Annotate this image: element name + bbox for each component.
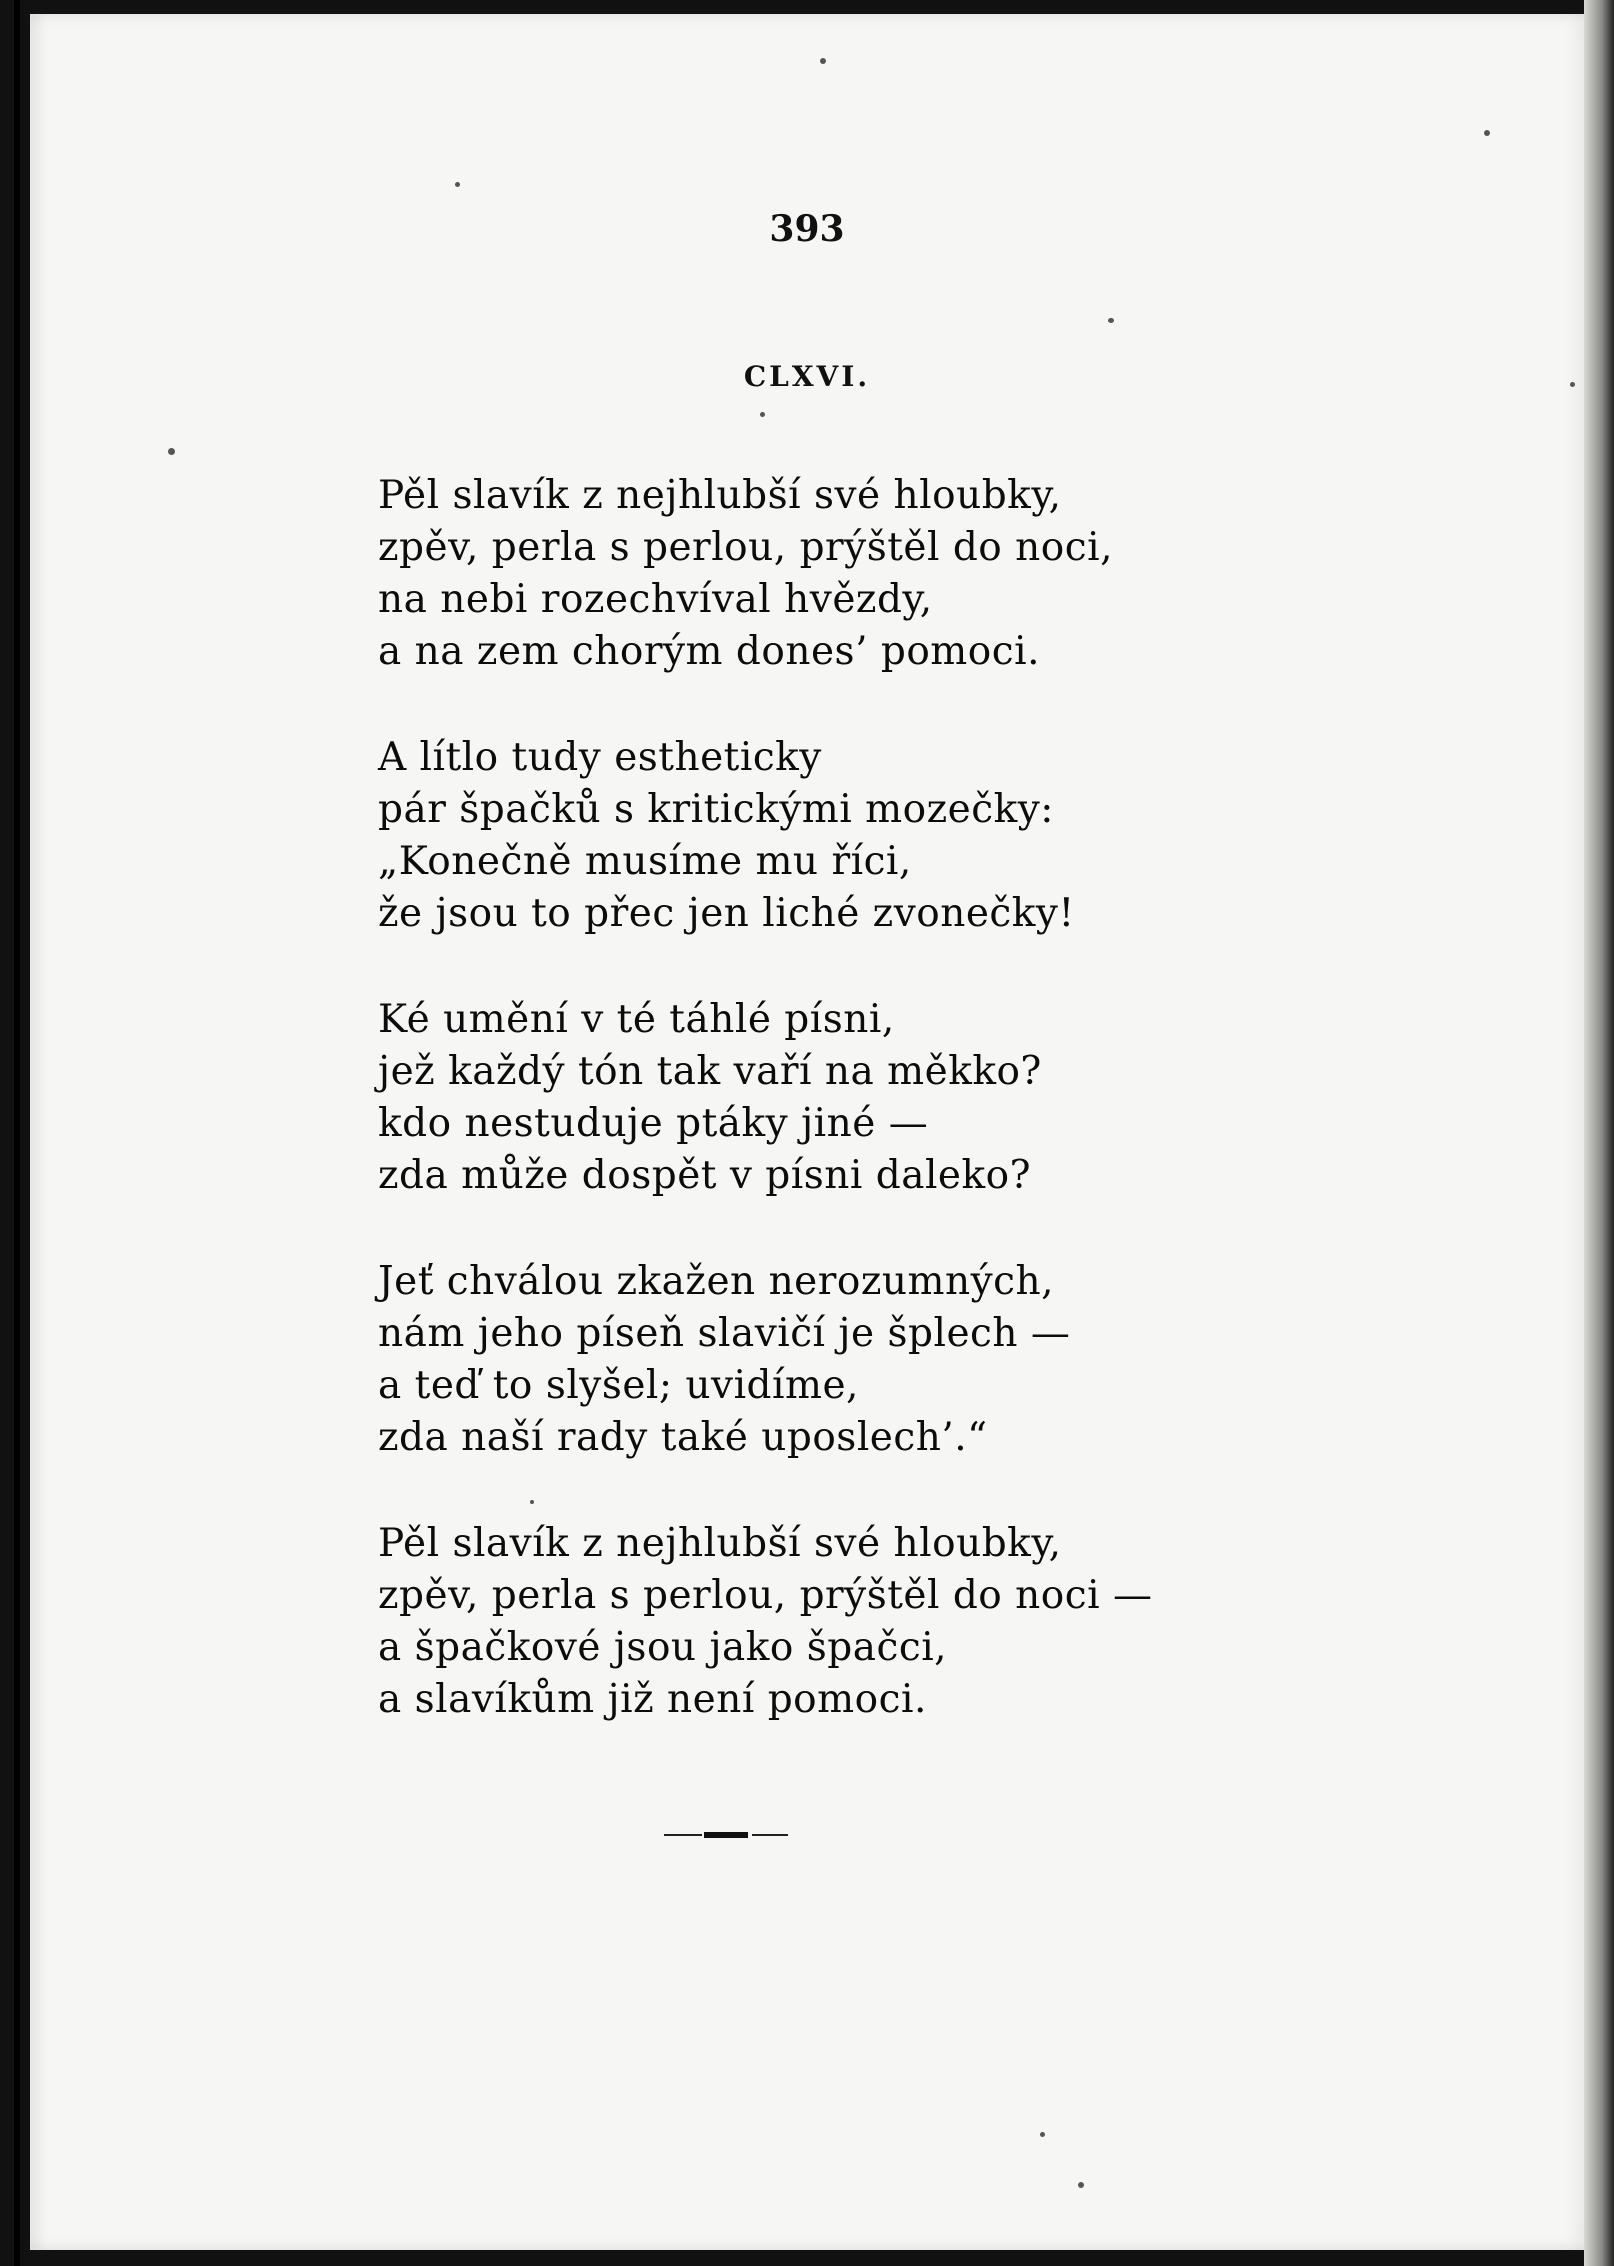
poem-line: zpěv, perla s perlou, prýštěl do noci,: [378, 525, 1113, 570]
scan-speck: [1078, 2182, 1084, 2188]
poem-line: a špačkové jsou jako špačci,: [378, 1625, 948, 1670]
poem-line: Jeť chválou zkažen nerozumných,: [378, 1259, 1055, 1304]
scan-speck: [1040, 2132, 1045, 2137]
stanza-2: [378, 732, 1378, 940]
stanza-1: [378, 470, 1378, 678]
poem-line: Ké umění v té táhlé písni,: [378, 997, 895, 1042]
page-edge-shadow: [1584, 0, 1614, 2266]
poem-body: [378, 470, 1378, 1780]
poem-line: Pěl slavík z nejhlubší své hloubky,: [378, 1521, 1062, 1566]
section-heading: CLXVI.: [743, 360, 871, 393]
rule-segment: [664, 1834, 702, 1836]
page-number: 393: [769, 208, 845, 250]
poem-line: zda může dospět v písni daleko?: [378, 1153, 1032, 1198]
poem-line: že jsou to přec jen liché zvonečky!: [378, 891, 1075, 936]
poem-line: a slavíkům již není pomoci.: [378, 1677, 927, 1722]
binding-edge: [14, 0, 20, 2266]
poem-line: jež každý tón tak vaří na měkko?: [378, 1049, 1042, 1094]
poem-line: nám jeho píseň slavičí je šplech —: [378, 1311, 1071, 1356]
poem-line: A lítlo tudy estheticky: [378, 735, 822, 780]
poem-line: a teď to slyšel; uvidíme,: [378, 1363, 859, 1408]
poem-line: a na zem chorým dones’ pomoci.: [378, 629, 1040, 674]
end-ornament-rule: [664, 1830, 788, 1840]
scan-speck: [1108, 318, 1114, 323]
poem-line: na nebi rozechvíval hvězdy,: [378, 577, 933, 622]
scan-speck: [455, 182, 460, 187]
rule-segment: [704, 1832, 748, 1838]
poem-line: kdo nestuduje ptáky jiné —: [378, 1101, 929, 1146]
stanza-4: [378, 1256, 1378, 1464]
poem-line: pár špačků s kritickými mozečky:: [378, 787, 1054, 832]
scan-speck: [760, 412, 765, 417]
poem-line: Pěl slavík z nejhlubší své hloubky,: [378, 473, 1062, 518]
poem-line: „Konečně musíme mu říci,: [378, 839, 912, 884]
poem-line: zda naší rady také uposlech’.“: [378, 1415, 988, 1460]
scan-speck: [168, 448, 175, 455]
poem-line: zpěv, perla s perlou, prýštěl do noci —: [378, 1573, 1153, 1618]
rule-segment: [752, 1834, 788, 1836]
scan-speck: [820, 58, 826, 64]
stanza-5: [378, 1518, 1378, 1726]
stanza-3: [378, 994, 1378, 1202]
scan-speck: [1484, 130, 1490, 136]
